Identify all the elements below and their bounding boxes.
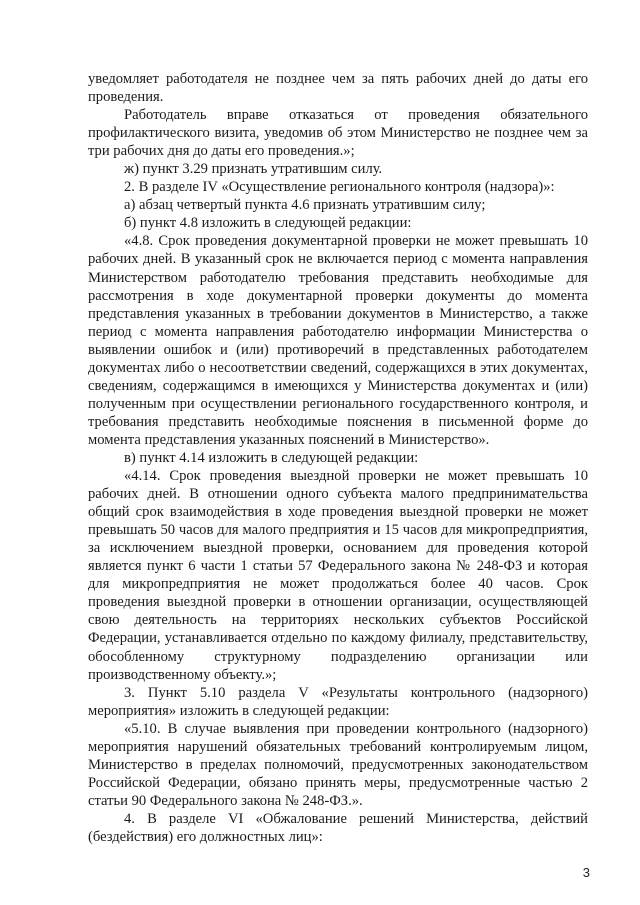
paragraph-section-vi: 4. В разделе VI «Обжалование решений Министерства, действий (бездействия) его должностных лиц»: <box>88 810 588 845</box>
document-body <box>88 70 588 846</box>
paragraph-item-zh: ж) пункт 3.29 признать утратившим силу. <box>124 161 383 178</box>
paragraph-item-v: в) пункт 4.14 изложить в следующей редакции: <box>124 449 419 466</box>
paragraph-clause-4-8: «4.8. Срок проведения документарной проверки не может превышать 10 рабочих дней. В указанный срок не включается период с момента направления Министерством работодателю требования представить необходимые для рассмотрения в ходе документарной проверки документы до момента представления указанных в требовании документов в Министерство, а также период с момента направления работодателю информации Министерства о выявлении ошибок и (или) противоречий в представленных работодателем документах либо о несоответствии сведений, содержащихся в этих документах, сведениям, содержащимся в имеющихся у Министерства документах и (или) полученным при осуществлении регионального государственного контроля, и требования представить необходимые пояснения в письменной форме до момента представления указанных пояснений в Министерство». <box>88 233 588 448</box>
paragraph-clause-5-10: «5.10. В случае выявления при проведении контрольного (надзорного) мероприятия нарушений обязательных требований контролируемым лицом, Министерство в пределах полномочий, предусмотренных законодательством Российской Федерации, обязано принять меры, предусмотренные частью 2 статьи 90 Федерального закона № 248-ФЗ.». <box>88 720 588 809</box>
paragraph-item-b: б) пункт 4.8 изложить в следующей редакции: <box>124 215 412 232</box>
paragraph-point-5-10: 3. Пункт 5.10 раздела V «Результаты контрольного (надзорного) мероприятия» изложить в следующей редакции: <box>88 684 588 719</box>
paragraph-section-iv: 2. В разделе IV «Осуществление регионального контроля (надзора)»: <box>124 179 555 196</box>
paragraph-item-a: а) абзац четвертый пункта 4.6 признать утратившим силу; <box>124 197 486 214</box>
paragraph-continuation: уведомляет работодателя не позднее чем за пять рабочих дней до даты его проведения. <box>88 71 588 106</box>
paragraph-employer-refusal: Работодатель вправе отказаться от проведения обязательного профилактического визита, уведомив об этом Министерство не позднее чем за три рабочих дня до даты его проведения.»; <box>88 107 588 160</box>
paragraph-clause-4-14: «4.14. Срок проведения выездной проверки не может превышать 10 рабочих дней. В отношении одного субъекта малого предпринимательства общий срок взаимодействия в ходе проведения выездной проверки не может превышать 50 часов для малого предприятия и 15 часов для микропредприятия, за исключением выездной проверки, основанием для проведения которой является пункт 6 части 1 статьи 57 Федерального закона № 248-ФЗ и которая для микропредприятия не может продолжаться более 40 часов. Срок проведения выездной проверки в отношении организации, осуществляющей свою деятельность на территориях нескольких субъектов Российской Федерации, устанавливается отдельно по каждому филиалу, представительству, обособленному структурному подразделению организации или производственному объекту.»; <box>88 468 588 683</box>
page-number: 3 <box>582 865 590 880</box>
